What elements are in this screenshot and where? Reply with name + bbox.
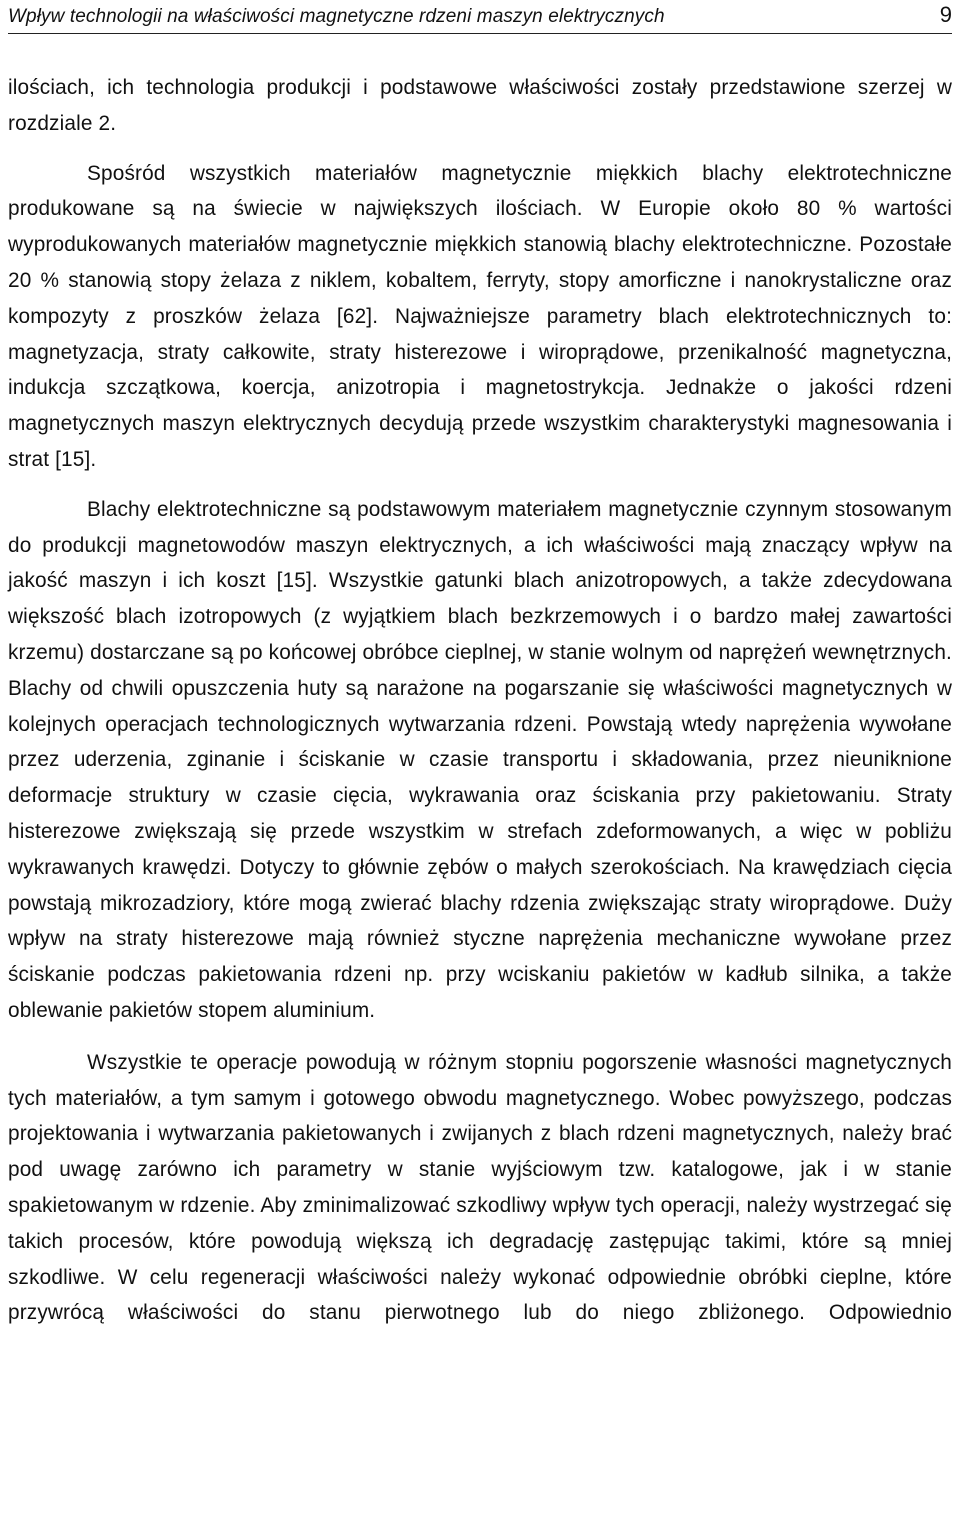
header-title: Wpływ technologii na właściwości magnetyczne rdzeni maszyn elektrycznych xyxy=(8,6,665,27)
body-text xyxy=(8,70,952,1331)
page-number: 9 xyxy=(939,2,952,27)
paragraph-continued: ilościach, ich technologia produkcji i podstawowe właściwości zostały przedstawione szerzej w rozdziale 2. xyxy=(8,76,952,135)
paragraph-electrical-sheets: Blachy elektrotechniczne są podstawowym materiałem magnetycznie czynnym stosowanym do produkcji magnetowodów maszyn elektrycznych, a ich właściwości mają znaczący wpływ na jakość maszyn i ich koszt [15]. Wszystkie gatunki blach anizotropowych, a także zdecydowana większość blach izotropowych (z wyjątkiem blach bezkrzemowych i o bardzo małej zawartości krzemu) dostarczane są po końcowej obróbce cieplnej, w stanie wolnym od naprężeń wewnętrznych. Blachy od chwili opuszczenia huty są narażone na pogarszanie się właściwości magnetycznych w kolejnych operacjach technologicznych wytwarzania rdzeni. Powstają wtedy naprężenia wywołane przez uderzenia, zginanie i ściskanie w czasie transportu i składowania, przez nieuniknione deformacje struktury w czasie cięcia, wykrawania oraz ściskania przy pakietowaniu. Straty histerezowe zwiększają się przede wszystkim w strefach zdeformowanych, a więc w pobliżu wykrawanych krawędzi. Dotyczy to głównie zębów o małych szerokościach. Na krawędziach cięcia powstają mikrozadziory, które mogą zwierać blachy rdzenia zwiększając straty wiroprądowe. Duży wpływ na straty histerezowe mają również styczne naprężenia mechaniczne wywołane przez ściskanie podczas pakietowania rdzeni np. przy wciskaniu pakietów w kadłub silnika, a także oblewanie pakietów stopem aluminium. xyxy=(8,497,952,1022)
paragraph-materials: Spośród wszystkich materiałów magnetycznie miękkich blachy elektrotechniczne produkowane są na świecie w największych ilościach. W Europie około 80 % wartości wyprodukowanych materiałów magnetycznie miękkich stanowią blachy elektrotechniczne. Pozostałe 20 % stanowią stopy żelaza z niklem, kobaltem, ferryty, stopy amorficzne i nanokrystaliczne oraz kompozyty z proszków żelaza [62]. Najważniejsze parametry blach elektrotechnicznych to: magnetyzacja, straty całkowite, straty histerezowe i wiroprądowe, przenikalność magnetyczna, indukcja szczątkowa, koercja, anizotropia i magnetostrykcja. Jednakże o jakości rdzeni magnetycznych maszyn elektrycznych decydują przede wszystkim charakterystyki magnesowania i strat [15]. xyxy=(8,161,952,471)
running-header xyxy=(8,0,952,34)
paragraph-operations: Wszystkie te operacje powodują w różnym stopniu pogorszenie własności magnetycznych tych materiałów, a tym samym i gotowego obwodu magnetycznego. Wobec powyższego, podczas projektowania i wytwarzania pakietowanych i zwijanych z blach rdzeni magnetycznych, należy brać pod uwagę zarówno ich parametry w stanie wyjściowym tzw. katalogowe, jak i w stanie spakietowanym w rdzenie. Aby zminimalizować szkodliwy wpływ tych operacji, należy wystrzegać się takich procesów, które powodują większą ich degradację zastępując takimi, które są mniej szkodliwe. W celu regeneracji właściwości należy wykonać odpowiednie obróbki cieplne, które przywrócą właściwości do stanu pierwotnego lub do niego zbliżonego. Odpowiednio xyxy=(8,1050,952,1325)
